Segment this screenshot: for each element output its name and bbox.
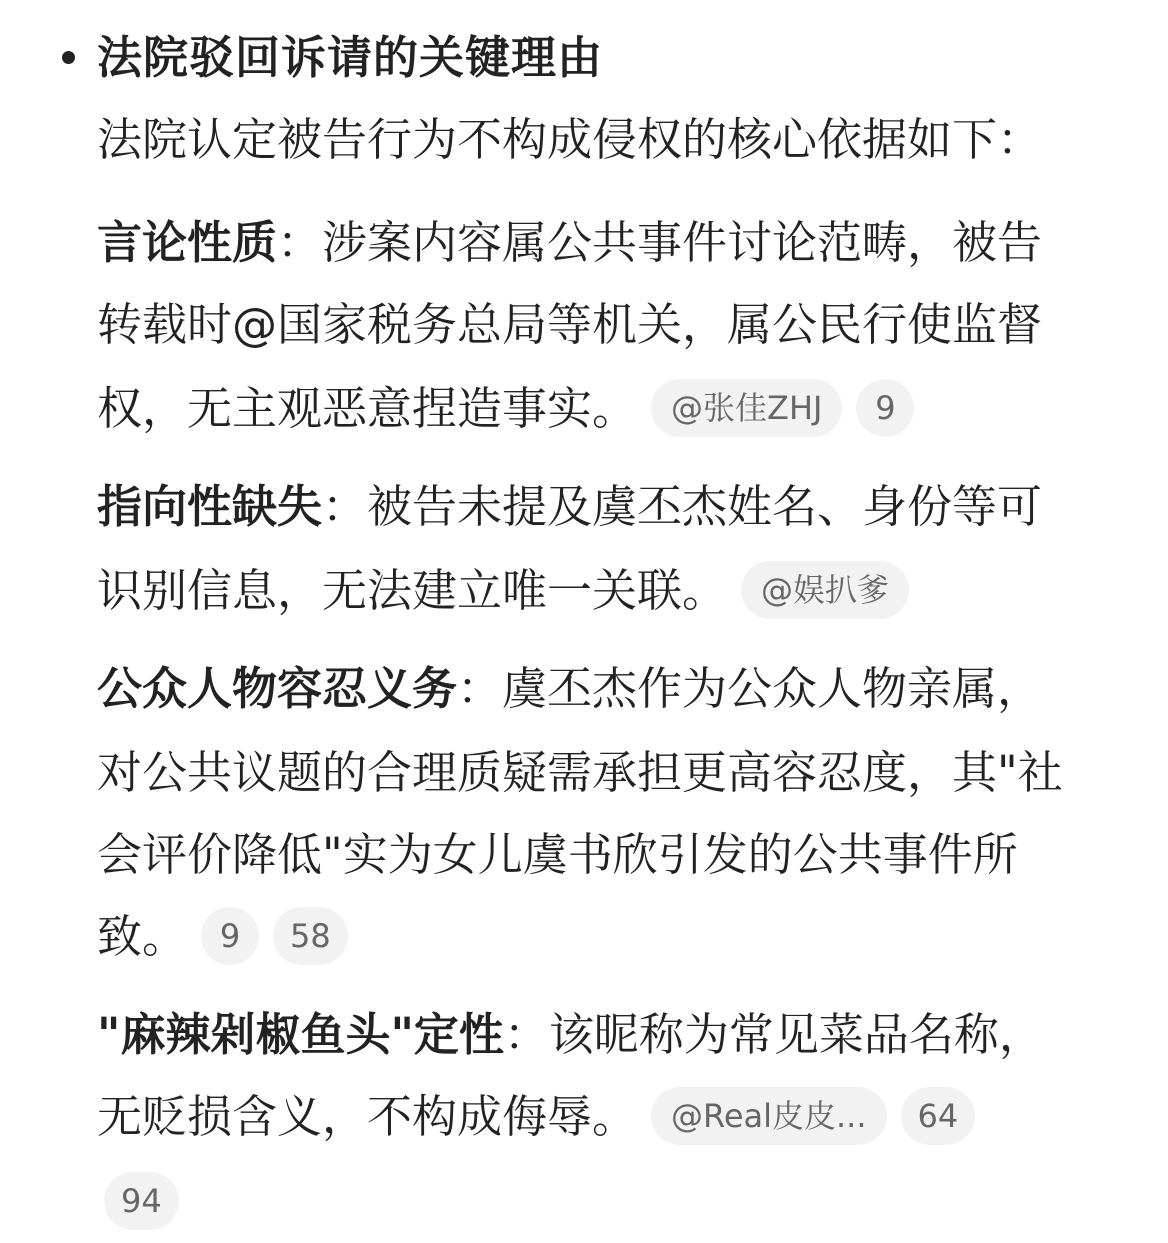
reason-1-text: 权，无主观恶意捏造事实。 bbox=[97, 382, 638, 435]
reason-4-text: 无贬损含义，不构成侮辱。 bbox=[97, 1090, 638, 1143]
source-chip[interactable]: @Real皮皮... bbox=[651, 1087, 887, 1145]
source-count-chip[interactable]: 58 bbox=[273, 907, 348, 965]
source-chip[interactable]: @娱扒爹 bbox=[741, 561, 909, 619]
reason-3-text: ：虞丕杰作为公众人物亲属， bbox=[457, 662, 1043, 715]
reason-3-text: 对公共议题的合理质疑需承担更高容忍度，其"社 bbox=[97, 746, 1063, 799]
source-count-chip[interactable]: 9 bbox=[201, 907, 259, 965]
reason-1-text: 转载时@国家税务总局等机关，属公民行使监督 bbox=[97, 298, 1043, 351]
reason-2-title: 指向性缺失 bbox=[97, 480, 323, 533]
reason-3-line-1 bbox=[97, 659, 1042, 719]
reason-3-title: 公众人物容忍义务 bbox=[97, 662, 458, 715]
reason-4-line-1 bbox=[97, 1005, 1044, 1065]
reason-2-line-1 bbox=[97, 477, 1042, 537]
bullet-dot bbox=[62, 51, 75, 64]
source-count-chip[interactable]: 9 bbox=[856, 379, 914, 437]
reason-3-line-2 bbox=[97, 743, 1063, 803]
reason-4-line-3 bbox=[104, 1172, 179, 1234]
reason-2-line-2 bbox=[97, 561, 909, 623]
reason-2-text: ：被告未提及虞丕杰姓名、身份等可 bbox=[322, 480, 1043, 533]
reason-3-text: 会评价降低"实为女儿虞书欣引发的公共事件所 bbox=[97, 828, 1018, 881]
reason-1-line-3 bbox=[97, 379, 914, 441]
section-intro: 法院认定被告行为不构成侵权的核心依据如下： bbox=[97, 113, 1043, 166]
reason-4-text: ：该昵称为常见菜品名称， bbox=[503, 1008, 1044, 1061]
reason-3-line-3 bbox=[97, 825, 1018, 885]
source-count-chip[interactable]: 94 bbox=[104, 1172, 179, 1230]
reason-3-line-4 bbox=[97, 907, 348, 969]
reason-4-title: "麻辣剁椒鱼头"定性 bbox=[97, 1008, 504, 1061]
section-heading: 法院驳回诉请的关键理由 bbox=[97, 31, 604, 84]
reason-4-line-2 bbox=[97, 1087, 975, 1149]
reason-1-title: 言论性质 bbox=[97, 216, 278, 269]
reason-3-text: 致。 bbox=[97, 910, 188, 963]
source-count-chip[interactable]: 64 bbox=[901, 1087, 976, 1145]
reason-2-text: 识别信息，无法建立唯一关联。 bbox=[97, 564, 728, 617]
reason-1-line-2 bbox=[97, 295, 1042, 355]
reason-1-text: ：涉案内容属公共事件讨论范畴，被告 bbox=[277, 216, 1043, 269]
reason-1-line-1 bbox=[97, 213, 1042, 273]
source-chip[interactable]: @张佳ZHJ bbox=[651, 379, 842, 437]
